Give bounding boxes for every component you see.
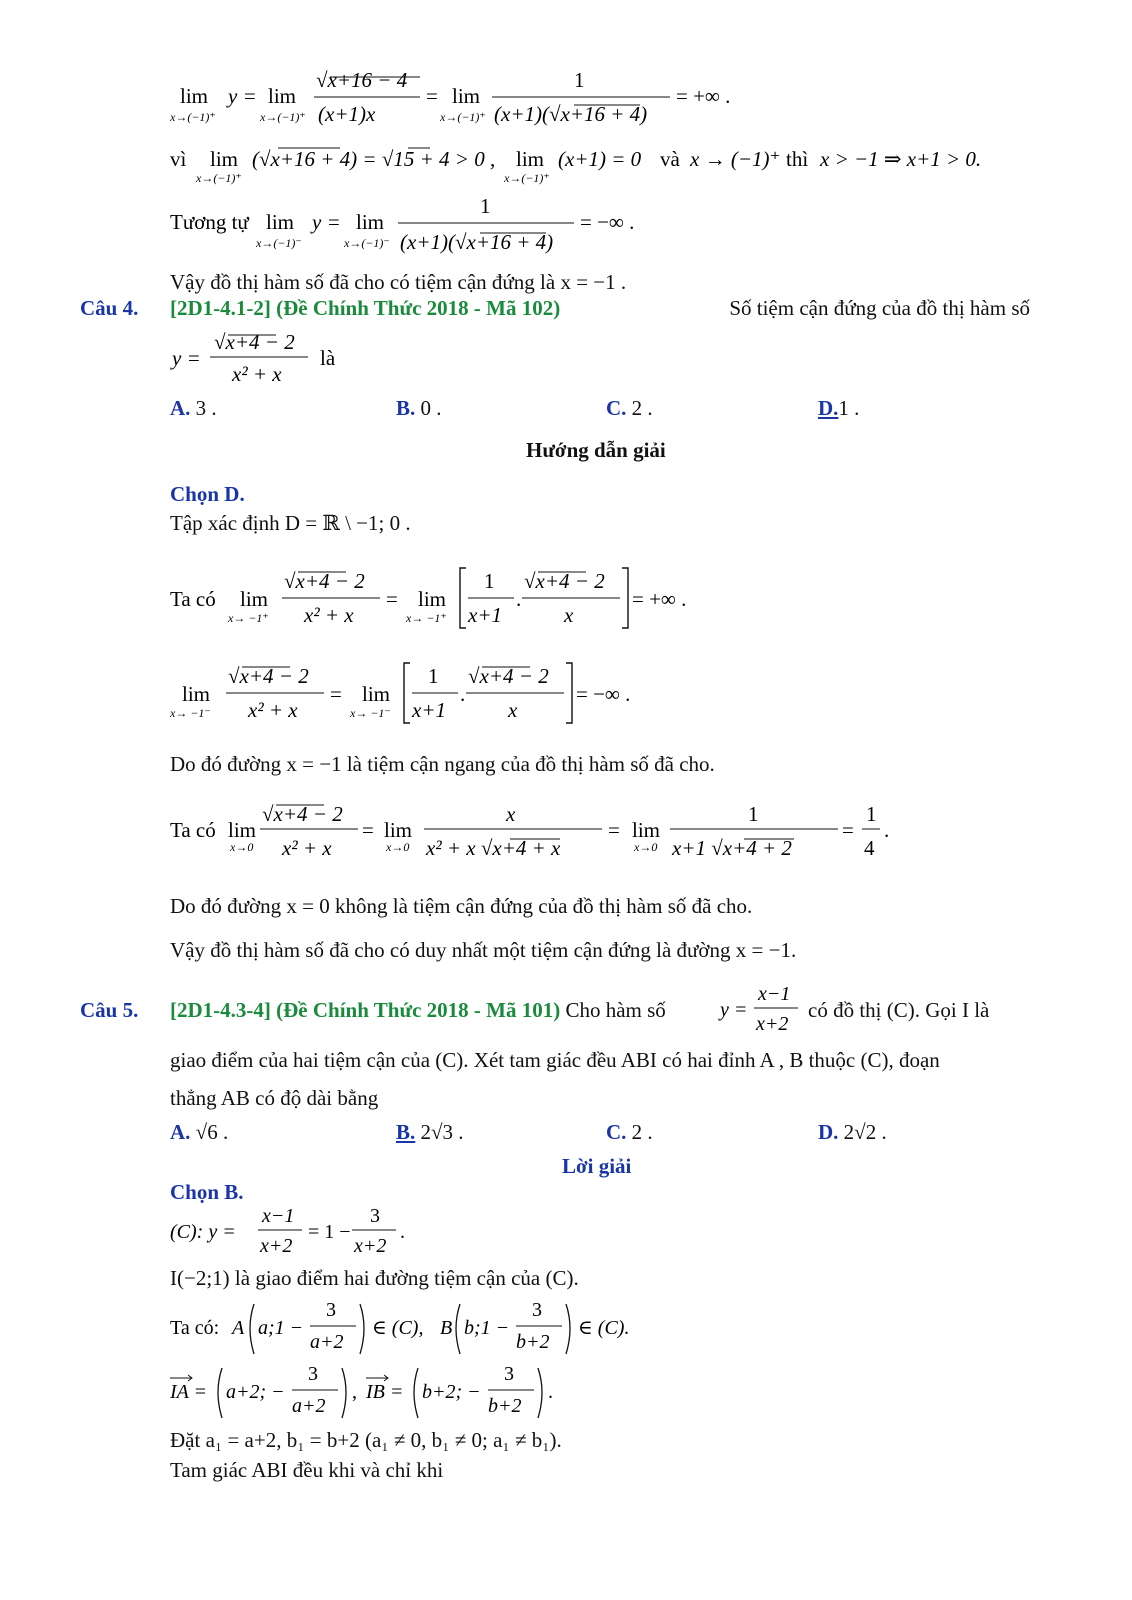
svg-text:.: . [884, 818, 890, 842]
svg-text:x→(−1)⁻: x→(−1)⁻ [256, 236, 302, 250]
q4-step-4 [170, 795, 900, 867]
svg-text:=: = [362, 818, 374, 842]
svg-text:lim: lim [418, 587, 447, 611]
svg-text:lim: lim [362, 682, 391, 706]
svg-text:x→(−1)⁺: x→(−1)⁺ [170, 110, 216, 124]
svg-text:x+2: x+2 [260, 1235, 293, 1257]
svg-text:x→(−1)⁺: x→(−1)⁺ [260, 110, 306, 124]
q4-answer-choice: Chọn D. [170, 482, 245, 506]
question-4-stem [170, 296, 1030, 321]
svg-text:∈ (C),: ∈ (C), [372, 1317, 424, 1339]
svg-text:x→0: x→0 [386, 840, 410, 854]
svg-text:√x+4 − 2: √x+4 − 2 [214, 330, 295, 354]
svg-text:x→ −1⁺: x→ −1⁺ [406, 611, 447, 625]
svg-text:b+2: b+2 [488, 1395, 522, 1417]
svg-text:x² + x: x² + x [282, 836, 332, 860]
svg-text:Ta có:: Ta có: [170, 1317, 220, 1339]
question-5-text-c: giao điểm của hai tiệm cận của (C). Xét tam giác đều ABI có hai đỉnh A , B thuộc (C), đoạn [170, 1048, 940, 1072]
svg-text:√x+4 − 2: √x+4 − 2 [468, 664, 549, 688]
svg-text:x−1: x−1 [262, 1205, 295, 1227]
question-5-text-a: Cho hàm số [565, 998, 666, 1022]
svg-text:= +∞ .: = +∞ . [632, 587, 687, 611]
q4-option-b[interactable]: B. 0 . [396, 396, 442, 420]
svg-text:3: 3 [326, 1299, 336, 1321]
svg-text:x→ −1⁻: x→ −1⁻ [350, 706, 391, 720]
svg-text:√x+4 − 2: √x+4 − 2 [284, 569, 365, 593]
svg-text:x: x [508, 698, 518, 722]
svg-text:.: . [460, 682, 466, 706]
svg-text:=: = [426, 84, 438, 108]
svg-text:IA =: IA = [170, 1381, 208, 1403]
svg-text:=: = [842, 818, 854, 842]
svg-text:lim: lim [182, 682, 211, 706]
svg-text:(√x+16 + 4) = √15 + 4 > 0 ,: (√x+16 + 4) = √15 + 4 > 0 , [252, 147, 496, 171]
question-4-tag: [2D1-4.1-2] (Đề Chính Thức 2018 - Mã 102) [170, 296, 561, 320]
q4-step-5: Do đó đường x = 0 không là tiệm cận đứng của đồ thị hàm số đã cho. [170, 894, 753, 918]
svg-text:(x+1)(√x+16 + 4): (x+1)(√x+16 + 4) [400, 230, 554, 254]
svg-text:y =: y = [720, 999, 748, 1021]
svg-text:(x+1)x: (x+1)x [318, 102, 376, 126]
svg-text:y =: y = [172, 346, 201, 370]
svg-text:.: . [516, 587, 522, 611]
svg-text:x > −1 ⇒ x+1 > 0.: x > −1 ⇒ x+1 > 0. [820, 147, 982, 171]
q5-step-4 [170, 1362, 590, 1424]
svg-text:x→(−1)⁺: x→(−1)⁺ [196, 171, 242, 185]
svg-text:a+2: a+2 [292, 1395, 326, 1417]
q5-solution-heading: Lời giải [562, 1154, 632, 1178]
svg-text:= −∞ .: = −∞ . [576, 682, 631, 706]
question-5-tag: [2D1-4.3-4] (Đề Chính Thức 2018 - Mã 101) [170, 998, 561, 1022]
svg-text:1: 1 [866, 802, 877, 826]
svg-text:.: . [400, 1221, 405, 1243]
svg-text:a+2: a+2 [310, 1331, 344, 1353]
svg-text:x→(−1)⁺: x→(−1)⁺ [440, 110, 486, 124]
question-5-label: Câu 5. [80, 998, 139, 1022]
svg-text:B: B [440, 1317, 453, 1339]
svg-text:x+2: x+2 [756, 1013, 789, 1035]
svg-text:b+2: b+2 [516, 1331, 550, 1353]
svg-text:b+2; −: b+2; − [422, 1381, 481, 1403]
svg-text:1: 1 [574, 68, 585, 92]
svg-text:3: 3 [532, 1299, 542, 1321]
svg-text:thì: thì [786, 147, 809, 171]
svg-text:x→(−1)⁺: x→(−1)⁺ [504, 171, 550, 185]
svg-text:lim: lim [268, 84, 297, 108]
svg-text:x² + x √x+4 + x: x² + x √x+4 + x [426, 836, 561, 860]
svg-text:x² + x: x² + x [248, 698, 298, 722]
svg-text:= −∞ .: = −∞ . [580, 210, 635, 234]
q5-step-2: I(−2;1) là giao điểm hai đường tiệm cận của (C). [170, 1266, 579, 1290]
q4-conclusion: Vậy đồ thị hàm số đã cho có duy nhất một tiệm cận đứng là đường x = −1. [170, 938, 797, 962]
svg-text:y =: y = [312, 210, 341, 234]
svg-text:lim: lim [516, 147, 545, 171]
svg-text:1: 1 [480, 195, 491, 218]
svg-text:√x+4 − 2: √x+4 − 2 [524, 569, 605, 593]
q4-option-c[interactable]: C. 2 . [606, 396, 653, 420]
svg-text:lim: lim [266, 210, 295, 234]
q5-option-d[interactable]: D. 2√2 . [818, 1120, 887, 1144]
svg-text:(x+1)(√x+16 + 4): (x+1)(√x+16 + 4) [494, 102, 648, 126]
q4-step-1 [170, 560, 730, 636]
svg-text:3: 3 [308, 1363, 318, 1385]
svg-text:x−1: x−1 [758, 983, 791, 1005]
svg-text:x² + x: x² + x [232, 362, 282, 386]
svg-text:lim: lim [384, 818, 413, 842]
svg-text:x² + x: x² + x [304, 603, 354, 627]
q4-step-3: Do đó đường x = −1 là tiệm cận ngang của đồ thị hàm số đã cho. [170, 752, 715, 776]
svg-text:,: , [352, 1381, 357, 1403]
svg-text:lim: lim [210, 147, 239, 171]
svg-text:(C): y =: (C): y = [170, 1221, 236, 1243]
svg-text:x→(−1)⁻: x→(−1)⁻ [344, 236, 390, 250]
svg-text:(x+1) = 0: (x+1) = 0 [558, 147, 642, 171]
svg-text:=: = [330, 682, 342, 706]
svg-text:x+1: x+1 [412, 698, 446, 722]
svg-text:lim: lim [452, 84, 481, 108]
svg-text:.: . [548, 1381, 553, 1403]
svg-text:= 1 −: = 1 − [308, 1221, 351, 1243]
svg-text:a+2; −: a+2; − [226, 1381, 285, 1403]
svg-text:IB =: IB = [366, 1381, 404, 1403]
q4-option-d[interactable]: D.1 . [818, 396, 860, 420]
svg-text:= +∞ .: = +∞ . [676, 84, 731, 108]
svg-text:x+2: x+2 [354, 1235, 387, 1257]
question-5-text-b: có đồ thị (C). Gọi I là [808, 998, 990, 1022]
svg-text:x: x [506, 802, 516, 826]
svg-text:x → (−1)⁺: x → (−1)⁺ [690, 147, 781, 171]
svg-text:∈ (C).: ∈ (C). [578, 1317, 630, 1339]
svg-text:A: A [232, 1317, 245, 1339]
q4-solution-heading: Hướng dẫn giải [526, 438, 666, 462]
svg-text:=: = [608, 818, 620, 842]
svg-text:x+1 √x+4 + 2: x+1 √x+4 + 2 [672, 836, 792, 860]
svg-text:và: và [660, 147, 680, 171]
svg-text:1: 1 [748, 802, 759, 826]
similarly-label: Tương tự [170, 210, 249, 234]
svg-text:x+1: x+1 [468, 603, 502, 627]
svg-text:lim: lim [180, 84, 209, 108]
q4-step-2 [170, 655, 650, 731]
svg-text:3: 3 [370, 1205, 380, 1227]
vertical-asymptote-conclusion: Vậy đồ thị hàm số đã cho có tiệm cận đứng là x = −1 . [170, 270, 627, 294]
svg-text:x→ −1⁺: x→ −1⁺ [228, 611, 269, 625]
limit-right-equation [170, 65, 930, 135]
limit-left-equation [170, 195, 810, 265]
svg-text:Ta có: Ta có [170, 818, 216, 842]
svg-text:=: = [386, 587, 398, 611]
q5-option-c[interactable]: C. 2 . [606, 1120, 653, 1144]
svg-text:lim: lim [632, 818, 661, 842]
q5-step-1 [170, 1204, 430, 1262]
q5-step-5: Đặt a₁ = a+2, b₁ = b+2 (a₁ ≠ 0, b₁ ≠ 0; a₁ ≠ b₁). [170, 1428, 562, 1452]
svg-text:a;1 −: a;1 − [258, 1317, 304, 1339]
question-4-text: Số tiệm cận đứng của đồ thị hàm số [729, 296, 1030, 320]
question-5-function [718, 980, 818, 1040]
svg-text:lim: lim [240, 587, 269, 611]
svg-text:x→0: x→0 [230, 840, 254, 854]
limit-justification [170, 140, 1050, 190]
q4-option-a[interactable]: A. 3 . [170, 396, 217, 420]
svg-text:√x+16 − 4: √x+16 − 4 [316, 68, 408, 92]
q5-option-a[interactable]: A. √6 . [170, 1120, 229, 1144]
because-label: vì [170, 147, 187, 171]
svg-text:Ta có: Ta có [170, 587, 216, 611]
q5-answer-choice: Chọn B. [170, 1180, 244, 1204]
svg-text:lim: lim [356, 210, 385, 234]
svg-text:y =: y = [228, 84, 257, 108]
svg-text:là: là [320, 346, 336, 370]
question-4-label: Câu 4. [80, 296, 139, 320]
question-5-text-d: thẳng AB có độ dài bằng [170, 1086, 379, 1110]
q5-step-6: Tam giác ABI đều khi và chỉ khi [170, 1458, 444, 1482]
q5-step-3 [170, 1298, 650, 1360]
svg-text:x→ −1⁻: x→ −1⁻ [170, 706, 211, 720]
question-4-function [170, 325, 370, 391]
svg-text:lim: lim [228, 818, 257, 842]
question-5-tag-line [170, 998, 666, 1023]
svg-text:√x+4 − 2: √x+4 − 2 [228, 664, 309, 688]
q4-domain: Tập xác định D = ℝ \ −1; 0 . [170, 511, 411, 535]
svg-text:b;1 −: b;1 − [464, 1317, 510, 1339]
svg-text:3: 3 [504, 1363, 514, 1385]
svg-text:4: 4 [864, 836, 875, 860]
q5-option-b[interactable]: B. 2√3 . [396, 1120, 464, 1144]
svg-text:x→0: x→0 [634, 840, 658, 854]
svg-text:1: 1 [484, 569, 495, 593]
svg-text:√x+4 − 2: √x+4 − 2 [262, 802, 343, 826]
svg-text:1: 1 [428, 664, 439, 688]
svg-text:x: x [564, 603, 574, 627]
